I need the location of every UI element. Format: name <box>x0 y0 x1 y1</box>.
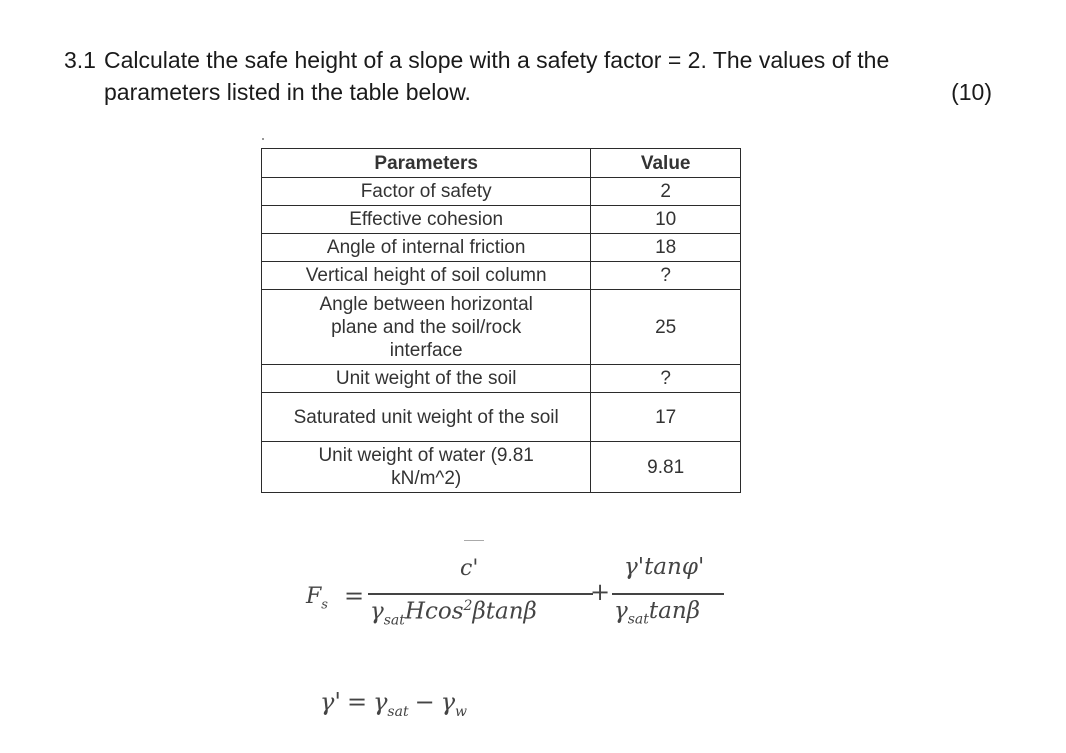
table-row <box>262 442 741 493</box>
decorative-overbar <box>464 540 484 541</box>
value-cell: 2 <box>591 178 741 206</box>
fraction2-bar <box>612 593 724 595</box>
header-value: Value <box>591 149 741 178</box>
question-line-1: Calculate the safe height of a slope with a safety factor = 2. The values of the <box>104 47 890 73</box>
fraction1-bar <box>368 593 593 595</box>
param-cell: Angle between horizontal plane and the soil/rock interface <box>262 290 591 365</box>
value-cell: 9.81 <box>591 442 741 493</box>
fraction1-denominator: $\gamma_{sat}Hcos^2\beta\tan\beta$ <box>370 598 537 629</box>
question-text <box>64 44 994 108</box>
question-line-2: parameters listed in the table below. <box>104 79 471 105</box>
param-cell: Effective cohesion <box>262 206 591 234</box>
formula-lhs: $F_s$ <box>306 584 328 613</box>
fraction2-numerator: γ'tanφ' <box>624 554 705 580</box>
param-cell: Saturated unit weight of the soil <box>262 393 591 442</box>
table-row <box>262 365 741 393</box>
value-cell: 10 <box>591 206 741 234</box>
fraction1-numerator: c' <box>460 556 479 581</box>
param-cell: Vertical height of soil column <box>262 262 591 290</box>
param-cell: Angle of internal friction <box>262 234 591 262</box>
table-row <box>262 393 741 442</box>
effective-unit-weight-formula: $\gamma' = \gamma_{sat} - \gamma_w$ <box>320 688 468 720</box>
fraction2-denominator: $\gamma_{sat}\tan\beta$ <box>614 598 700 628</box>
question-marks: (10) <box>951 79 992 105</box>
stray-dot <box>262 138 264 140</box>
param-cell: Unit weight of the soil <box>262 365 591 393</box>
value-cell: 17 <box>591 393 741 442</box>
parameters-table <box>261 148 741 493</box>
param-cell: Unit weight of water (9.81 kN/m^2) <box>262 442 591 493</box>
value-cell: 18 <box>591 234 741 262</box>
param-cell: Factor of safety <box>262 178 591 206</box>
plus-sign: + <box>590 578 611 606</box>
value-cell: ? <box>591 365 741 393</box>
equals-sign: = <box>344 582 365 610</box>
table-row <box>262 234 741 262</box>
table-header-row <box>262 149 741 178</box>
header-parameters: Parameters <box>262 149 591 178</box>
table-row <box>262 178 741 206</box>
table-row <box>262 262 741 290</box>
table-row <box>262 206 741 234</box>
question-number: 3.1 <box>64 47 96 73</box>
table-row <box>262 290 741 365</box>
value-cell: ? <box>591 262 741 290</box>
value-cell: 25 <box>591 290 741 365</box>
